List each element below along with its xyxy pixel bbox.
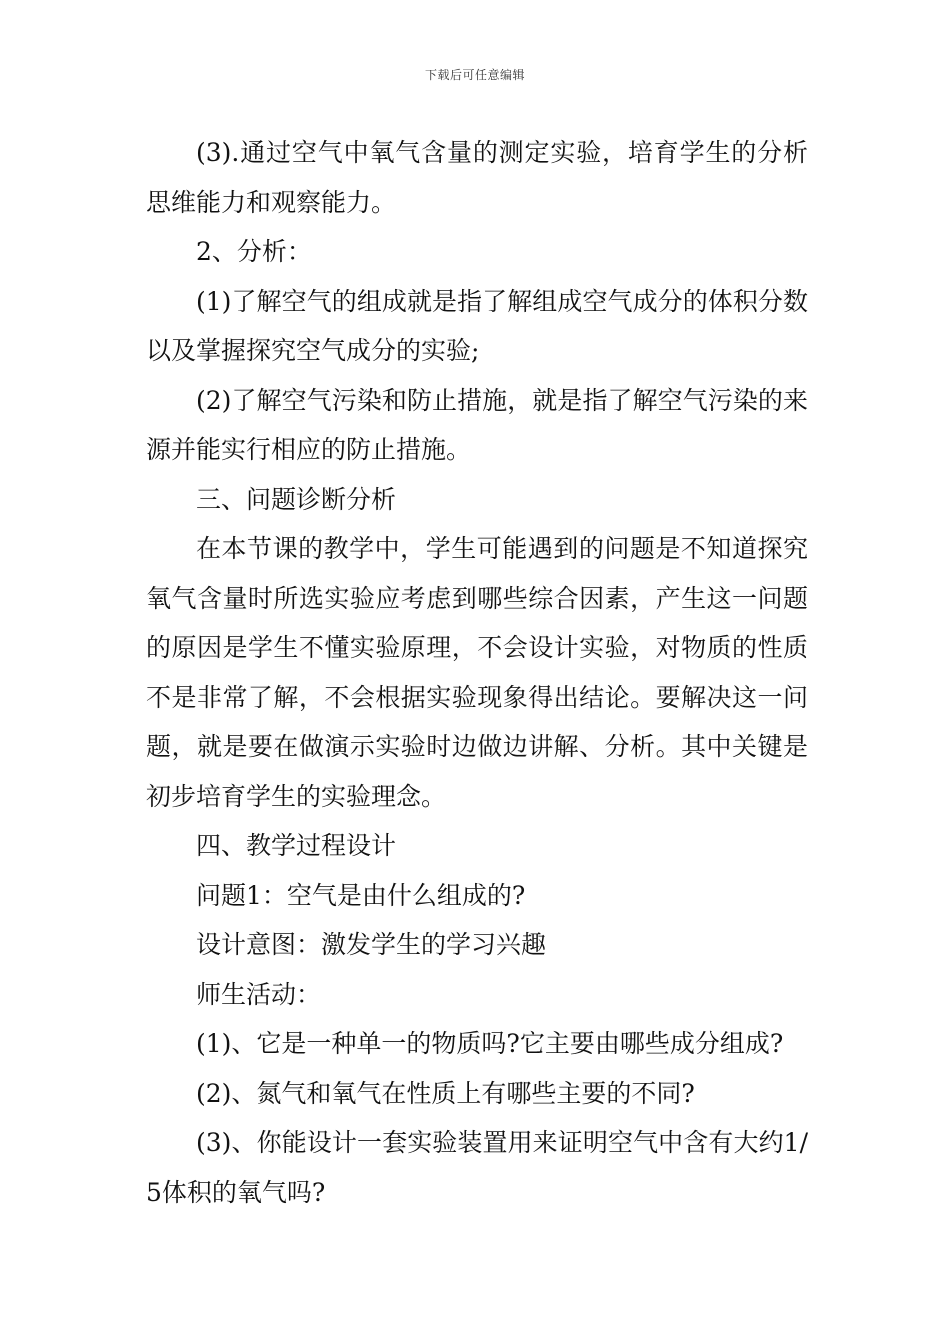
section-heading-teaching-process: 四、教学过程设计 xyxy=(196,831,397,860)
paragraph-activity-heading: 师生活动： xyxy=(196,979,322,1009)
paragraph-analysis-heading: 2、分析： xyxy=(196,237,312,266)
document-body xyxy=(146,128,808,1217)
paragraph-question-1: 问题1：空气是由什么组成的? xyxy=(196,880,526,910)
page-header-note: 下载后可任意编辑 xyxy=(424,68,525,82)
paragraph-analysis-1: (1)了解空气的组成就是指了解组成空气成分的体积分数以及掌握探究空气成分的实验; xyxy=(146,286,808,365)
paragraph-analysis-2: (2)了解空气污染和防止措施，就是指了解空气污染的来源并能实行相应的防止措施。 xyxy=(146,385,808,464)
paragraph-activity-1: (1)、它是一种单一的物质吗?它主要由哪些成分组成? xyxy=(196,1029,784,1058)
paragraph-activity-2: (2)、氮气和氧气在性质上有哪些主要的不同? xyxy=(196,1078,695,1108)
paragraph-design-intent: 设计意图：激发学生的学习兴趣 xyxy=(196,930,547,959)
paragraph-problem-diagnosis: 在本节课的教学中，学生可能遇到的问题是不知道探究氧气含量时所选实验应考虑到哪些综合因素，产生这一问题的原因是学生不懂实验原理，不会设计实验，对物质的性质不是非常了解，不会根据实验现象得出结论。要解决这一问题，就是要在做演示实验时边做边讲解、分析。其中关键是初步培育学生的实验理念。 xyxy=(146,534,808,811)
section-heading-problem-diagnosis: 三、问题诊断分析 xyxy=(196,484,397,514)
paragraph-activity-3: (3)、你能设计一套实验装置用来证明空气中含有大约1/5体积的氧气吗? xyxy=(146,1128,808,1207)
paragraph-objective-3: (3).通过空气中氧气含量的测定实验，培育学生的分析思维能力和观察能力。 xyxy=(146,138,808,217)
